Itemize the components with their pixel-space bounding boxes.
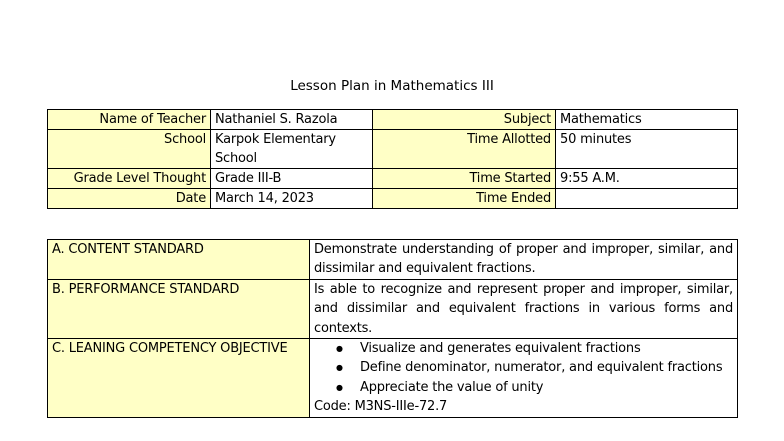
code-line: [314, 397, 733, 416]
lesson-info-table: [47, 109, 738, 209]
time-allotted-value: 50 minutes: [556, 130, 738, 169]
time-started-value: 9:55 A.M.: [556, 169, 738, 189]
objective-item: ● Define denominator, numerator, and equivalent fractions: [360, 358, 733, 377]
teacher-label: Name of Teacher: [48, 110, 211, 130]
content-standard-text: Demonstrate understanding of proper and improper, similar, and dissimilar and equivalent fractions.: [310, 240, 738, 280]
performance-standard-row: [48, 279, 738, 338]
time-ended-label: Time Ended: [373, 189, 556, 209]
code-value: M3NS-IIIe-72.7: [354, 399, 448, 415]
teacher-value: Nathaniel S. Razola: [211, 110, 373, 130]
date-row: [48, 189, 738, 209]
school-row: [48, 130, 738, 169]
grade-row: [48, 169, 738, 189]
time-ended-value: [556, 189, 738, 209]
objectives-list: [314, 339, 733, 397]
subject-value: Mathematics: [556, 110, 738, 130]
teacher-row: [48, 110, 738, 130]
subject-label: Subject: [373, 110, 556, 130]
school-label: School: [48, 130, 211, 169]
performance-standard-label: B. PERFORMANCE STANDARD: [48, 279, 310, 338]
content-standard-row: [48, 240, 738, 280]
time-allotted-label: Time Allotted: [373, 130, 556, 169]
page-title: Lesson Plan in Mathematics III: [290, 78, 494, 94]
grade-value: Grade III-B: [211, 169, 373, 189]
standards-table: [47, 239, 738, 418]
school-value: Karpok Elementary School: [211, 130, 373, 169]
competency-content: [310, 339, 738, 418]
content-standard-label: A. CONTENT STANDARD: [48, 240, 310, 280]
code-label: Code:: [314, 399, 355, 415]
time-started-label: Time Started: [373, 169, 556, 189]
competency-row: [48, 339, 738, 418]
objective-item: ● Appreciate the value of unity: [360, 378, 733, 397]
competency-label: C. LEANING COMPETENCY OBJECTIVE: [48, 339, 310, 418]
date-label: Date: [48, 189, 211, 209]
date-value: March 14, 2023: [211, 189, 373, 209]
performance-standard-text: Is able to recognize and represent proper and improper, similar, and dissimilar and equivalent fractions in various forms and contexts.: [310, 279, 738, 338]
objective-item: ● Visualize and generates equivalent fractions: [360, 339, 733, 358]
grade-label: Grade Level Thought: [48, 169, 211, 189]
